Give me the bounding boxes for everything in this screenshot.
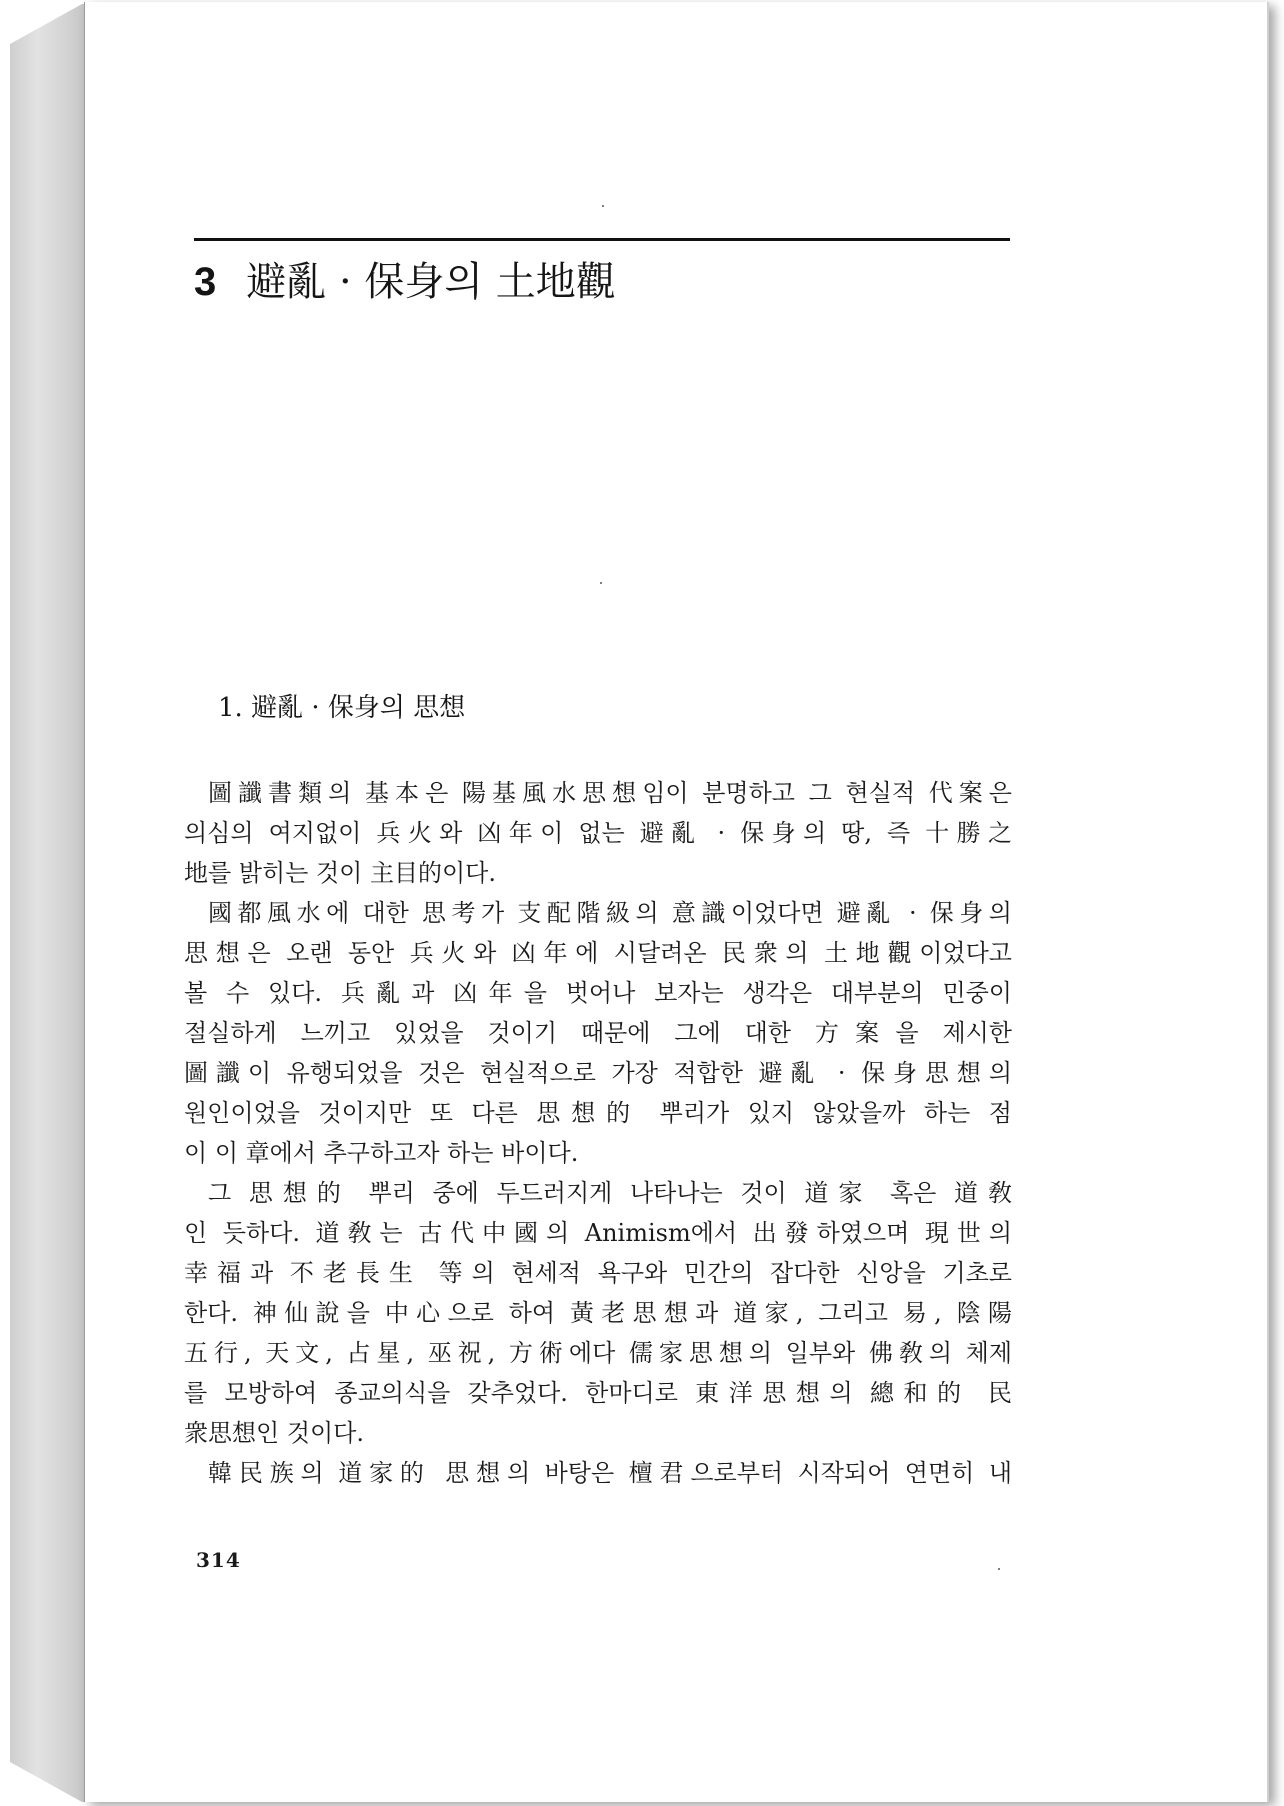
body-line: 한다. 神仙說을 中心으로 하여 黃老思想과 道家, 그리고 易, 陰陽: [184, 1299, 1012, 1327]
body-line: 五行, 天文, 占星, 巫祝, 方術에다 儒家思想의 일부와 佛敎의 체제: [184, 1339, 1012, 1367]
scan-speck: [600, 582, 602, 584]
body-line: 그 思想的 뿌리 중에 두드러지게 나타나는 것이 道家 혹은 道敎: [208, 1179, 1012, 1207]
body-line: 思想은 오랜 동안 兵火와 凶年에 시달려온 民衆의 土地觀이었다고: [184, 939, 1012, 967]
page-edge: [1267, 2, 1269, 1802]
body-line: 볼 수 있다. 兵亂과 凶年을 벗어나 보자는 생각은 대부분의 민중이: [184, 979, 1012, 1007]
scan-speck: [602, 205, 604, 207]
chapter-heading: [194, 256, 616, 308]
body-line: 國都風水에 대한 思考가 支配階級의 意識이었다면 避亂 · 保身의: [208, 899, 1012, 927]
chapter-number: 3: [194, 260, 217, 304]
body-line: 인 듯하다. 道敎는 古代中國의 Animism에서 出發하였으며 現世의: [184, 1219, 1012, 1247]
body-line: 衆思想인 것이다.: [184, 1419, 364, 1447]
chapter-title: 避亂 · 保身의 土地觀: [246, 259, 616, 305]
body-line: 地를 밝히는 것이 主目的이다.: [184, 859, 496, 887]
body-line: 韓民族의 道家的 思想의 바탕은 檀君으로부터 시작되어 연면히 내: [208, 1459, 1012, 1487]
body-line: 의심의 여지없이 兵火와 凶年이 없는 避亂 · 保身의 땅, 즉 十勝之: [184, 819, 1012, 847]
body-line: 圖讖이 유행되었을 것은 현실적으로 가장 적합한 避亂 · 保身思想의: [184, 1059, 1012, 1087]
body-line: 이 이 章에서 추구하고자 하는 바이다.: [184, 1139, 579, 1167]
chapter-rule: [194, 238, 1010, 241]
body-line: 원인이었을 것이지만 또 다른 思想的 뿌리가 있지 않았을까 하는 점: [184, 1099, 1012, 1127]
page-number: 314: [196, 1548, 241, 1572]
body-line: 절실하게 느끼고 있었을 것이기 때문에 그에 대한 方案을 제시한: [184, 1019, 1012, 1047]
scan-speck: [998, 1568, 1000, 1570]
body-line: 圖讖書類의 基本은 陽基風水思想임이 분명하고 그 현실적 代案은: [208, 779, 1012, 807]
book-spine: [10, 4, 88, 1802]
section-heading: 1. 避亂 · 保身의 思想: [218, 693, 466, 723]
body-line: 幸福과 不老長生 等의 현세적 욕구와 민간의 잡다한 신앙을 기초로: [184, 1259, 1012, 1287]
body-line: 를 모방하여 종교의식을 갖추었다. 한마디로 東洋思想의 總和的 民: [184, 1379, 1012, 1407]
body-text: [184, 773, 1012, 1493]
